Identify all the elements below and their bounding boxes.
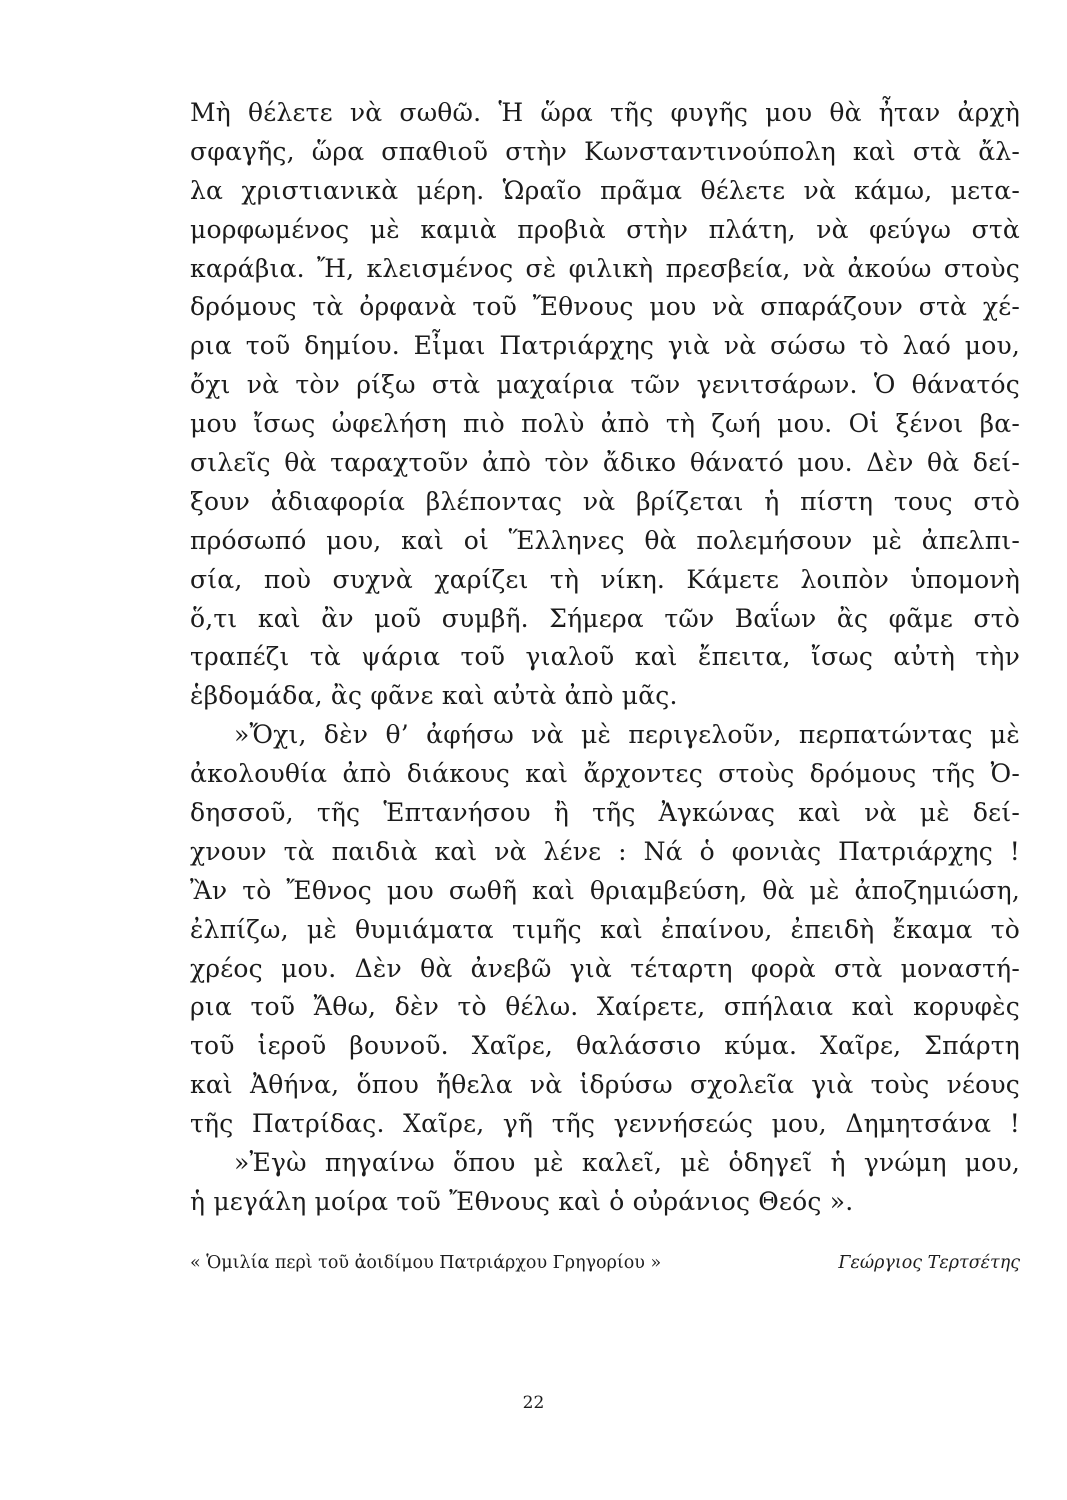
citation-source: « Ὁμιλία περὶ τοῦ ἀοιδίμου Πατριάρχου Γρηγορίου » <box>190 1253 662 1273</box>
text-line: δησσοῦ, τῆς Ἑπτανήσου ἢ τῆς Ἀγκώνας καὶ νὰ μὲ δεί- <box>190 798 1020 828</box>
text-line: μου ἴσως ὠφελήση πιὸ πολὺ ἀπὸ τὴ ζωή μου. Οἱ ξένοι βα- <box>190 409 1020 439</box>
text-line: ἀκολουθία ἀπὸ διάκους καὶ ἄρχοντες στοὺς δρόμους τῆς Ὀ- <box>190 759 1020 789</box>
text-line: »Ὄχι, δὲν θ’ ἀφήσω νὰ μὲ περιγελοῦν, περπατώντας μὲ <box>234 720 1020 750</box>
text-line: ρια τοῦ Ἄθω, δὲν τὸ θέλω. Χαίρετε, σπήλαια καὶ κορυφὲς <box>190 992 1020 1022</box>
text-line: χνουν τὰ παιδιὰ καὶ νὰ λένε : Νά ὁ φονιὰς Πατριάρχης ! <box>190 836 1020 866</box>
text-line: ἑβδομάδα, ἂς φᾶνε καὶ αὐτὰ ἀπὸ μᾶς. <box>190 681 678 711</box>
text-line: ἐλπίζω, μὲ θυμιάματα τιμῆς καὶ ἐπαίνου, ἐπειδὴ ἔκαμα τὸ <box>190 914 1020 944</box>
text-line: χρέος μου. Δὲν θὰ ἀνεβῶ γιὰ τέταρτη φορὰ στὰ μοναστή- <box>190 953 1020 983</box>
text-line: ξουν ἀδιαφορία βλέποντας νὰ βρίζεται ἡ πίστη τους στὸ <box>190 486 1020 516</box>
text-line: δρόμους τὰ ὀρφανὰ τοῦ Ἔθνους μου νὰ σπαράζουν στὰ χέ- <box>190 292 1020 322</box>
text-line: μορφωμένος μὲ καμιὰ προβιὰ στὴν πλάτη, νὰ φεύγω στὰ <box>190 214 1020 244</box>
text-line: ὅ,τι καὶ ἂν μοῦ συμβῆ. Σήμερα τῶν Βαΐων ἂς φᾶμε στὸ <box>190 603 1020 633</box>
body-text <box>190 94 1020 1222</box>
text-line: »Ἐγὼ πηγαίνω ὅπου μὲ καλεῖ, μὲ ὁδηγεῖ ἡ γνώμη μου, <box>234 1148 1020 1178</box>
citation <box>190 1248 1020 1278</box>
text-line: σφαγῆς, ὥρα σπαθιοῦ στὴν Κωνσταντινούπολη καὶ στὰ ἄλ- <box>190 136 1020 166</box>
text-line: καράβια. Ἤ, κλεισμένος σὲ φιλικὴ πρεσβεία, νὰ ἀκούω στοὺς <box>190 253 1020 283</box>
text-line: ὄχι νὰ τὸν ρίξω στὰ μαχαίρια τῶν γενιτσάρων. Ὁ θάνατός <box>190 370 1020 400</box>
text-line: Ἂν τὸ Ἔθνος μου σωθῆ καὶ θριαμβεύση, θὰ μὲ ἀποζημιώση, <box>190 875 1020 905</box>
text-line: Μὴ θέλετε νὰ σωθῶ. Ἡ ὥρα τῆς φυγῆς μου θὰ ἦταν ἀρχὴ <box>190 98 1020 127</box>
citation-author: Γεώργιος Τερτσέτης <box>838 1253 1020 1273</box>
text-line: καὶ Ἀθήνα, ὅπου ἤθελα νὰ ἱδρύσω σχολεῖα γιὰ τοὺς νέους <box>190 1070 1020 1100</box>
text-line: ἡ μεγάλη μοίρα τοῦ Ἔθνους καὶ ὁ οὐράνιος Θεός ». <box>190 1186 854 1216</box>
text-line: τοῦ ἱεροῦ βουνοῦ. Χαῖρε, θαλάσσιο κύμα. Χαῖρε, Σπάρτη <box>190 1031 1020 1061</box>
text-line: τῆς Πατρίδας. Χαῖρε, γῆ τῆς γεννήσεώς μου, Δημητσάνα ! <box>190 1109 1020 1139</box>
text-line: τραπέζι τὰ ψάρια τοῦ γιαλοῦ καὶ ἔπειτα, ἴσως αὐτὴ τὴν <box>190 642 1020 672</box>
text-line: σιλεῖς θὰ ταραχτοῦν ἀπὸ τὸν ἄδικο θάνατό μου. Δὲν θὰ δεί- <box>190 448 1020 478</box>
page-number: 22 <box>522 1393 545 1413</box>
text-line: λα χριστιανικὰ μέρη. Ὡραῖο πρᾶμα θέλετε νὰ κάμω, μετα- <box>190 175 1020 205</box>
text-line: σία, ποὺ συχνὰ χαρίζει τὴ νίκη. Κάμετε λοιπὸν ὑπομονὴ <box>190 564 1020 594</box>
text-line: ρια τοῦ δημίου. Εἶμαι Πατριάρχης γιὰ νὰ σώσω τὸ λαό μου, <box>190 331 1020 361</box>
text-line: πρόσωπό μου, καὶ οἱ Ἕλληνες θὰ πολεμήσουν μὲ ἀπελπι- <box>190 525 1020 555</box>
